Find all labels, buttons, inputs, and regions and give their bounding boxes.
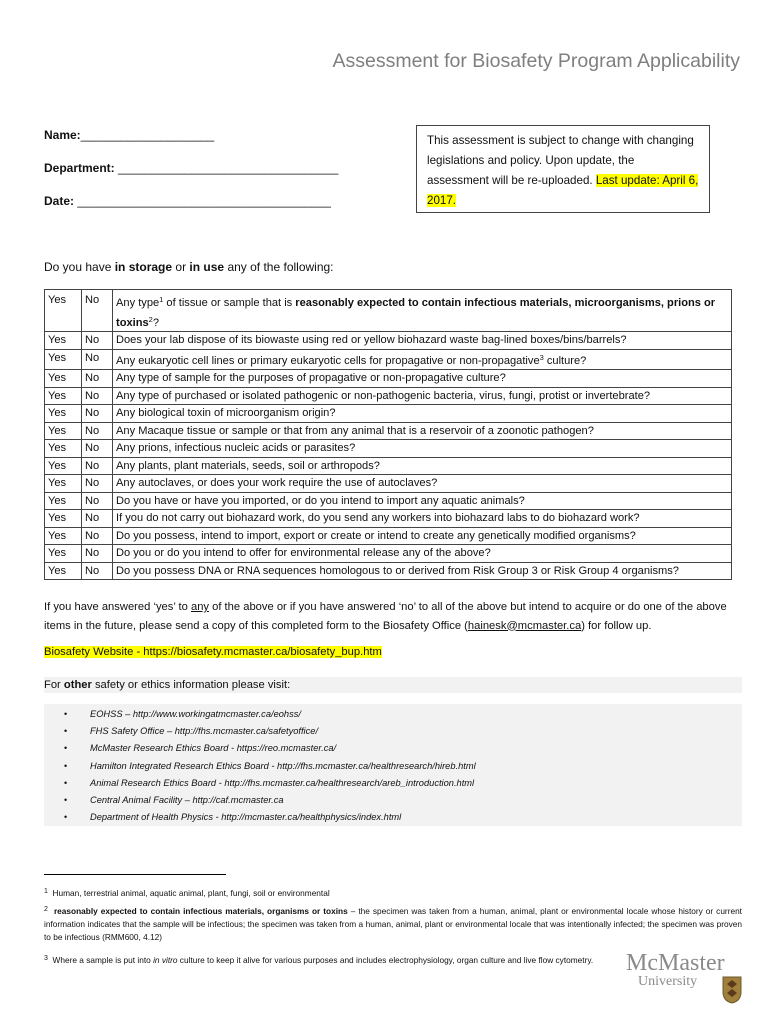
- resource-link-text[interactable]: Department of Health Physics - http://mcmaster.ca/healthphysics/index.html: [90, 812, 402, 823]
- other-post: safety or ethics information please visit:: [91, 679, 291, 691]
- name-line[interactable]: ____________________: [80, 128, 215, 142]
- question-row: [45, 527, 732, 545]
- other-bold: other: [63, 679, 92, 691]
- question-text: [113, 440, 732, 458]
- resource-link-item[interactable]: [44, 792, 476, 809]
- yes-option[interactable]: Yes: [45, 492, 82, 510]
- date-line[interactable]: ______________________________________: [74, 194, 331, 208]
- no-option[interactable]: No: [82, 440, 113, 458]
- yes-option[interactable]: Yes: [45, 562, 82, 580]
- question-pre: Any Macaque tissue or sample or that from any animal that is a reservoir of a zoonotic pathogen?: [116, 424, 594, 437]
- yes-option[interactable]: Yes: [45, 370, 82, 388]
- resource-links-list: [44, 706, 476, 826]
- resource-link-item[interactable]: [44, 809, 476, 826]
- yes-option[interactable]: Yes: [45, 457, 82, 475]
- resource-link-item[interactable]: [44, 740, 476, 757]
- yes-option[interactable]: Yes: [45, 510, 82, 528]
- question-row: [45, 457, 732, 475]
- footnote-2: [44, 903, 742, 945]
- no-option[interactable]: No: [82, 562, 113, 580]
- department-label: Department:: [44, 161, 115, 175]
- department-line[interactable]: _________________________________: [114, 161, 339, 175]
- question-text: [113, 290, 732, 332]
- bullet-icon: •: [64, 812, 68, 823]
- other-pre: For: [44, 679, 64, 691]
- bullet-icon: •: [64, 709, 68, 719]
- footnote-2-text: – the specimen was taken from a human, animal, plant or environmental locale whose history or current information indicates that the sample will be infectious; the specimen was taken from a human, animal, plant or environmental locale that was intentionally infected; the specimen was proven to be infectious (RMM600, 4.12): [44, 906, 742, 943]
- question-text: [113, 527, 732, 545]
- instructions-pre: If you have answered ‘yes’ to: [44, 601, 191, 613]
- question-text: [113, 422, 732, 440]
- question-text: [113, 475, 732, 493]
- question-sup: 3: [539, 352, 544, 362]
- bullet-icon: •: [64, 777, 68, 788]
- other-info-heading: [44, 677, 742, 693]
- question-text: [113, 370, 732, 388]
- instructions-any: any: [190, 601, 210, 613]
- bullet-icon: •: [64, 743, 68, 754]
- yes-option[interactable]: Yes: [45, 475, 82, 493]
- resource-link-text[interactable]: FHS Safety Office – http://fhs.mcmaster.ca/safetyoffice/: [90, 726, 319, 737]
- footnote-2-bold: reasonably expected to contain infectious materials, organisms or toxins: [53, 906, 348, 916]
- yes-option[interactable]: Yes: [45, 405, 82, 423]
- question-row: [45, 440, 732, 458]
- resource-link-text[interactable]: Animal Research Ethics Board - http://fhs.mcmaster.ca/healthresearch/areb_introduction.html: [90, 777, 475, 788]
- question-row: [45, 475, 732, 493]
- footnote-3-number: 3: [44, 955, 48, 962]
- instructions-mid: of the above or if you have answered ‘no’ to all of the above but intend to acquire or do one of the above items in the future, please send a copy of this completed form to the Biosafety Office (: [44, 601, 727, 632]
- resource-link-item[interactable]: [44, 775, 476, 792]
- no-option[interactable]: No: [82, 349, 113, 370]
- question-bold: reasonably expected to contain infectious materials, microorganisms, prions or toxins: [116, 297, 716, 329]
- question-text: [113, 545, 732, 563]
- yes-option[interactable]: Yes: [45, 349, 82, 370]
- question-sup2: 2: [148, 314, 153, 324]
- question-row: [45, 492, 732, 510]
- footnote-3: [44, 952, 684, 967]
- no-option[interactable]: No: [82, 475, 113, 493]
- bullet-icon: •: [64, 760, 68, 771]
- question-pre: Any eukaryotic cell lines or primary eukaryotic cells for propagative or non-propagative: [116, 354, 540, 367]
- question-pre: Any biological toxin of microorganism origin?: [116, 407, 336, 419]
- yes-option[interactable]: Yes: [45, 290, 82, 332]
- question-text: [113, 492, 732, 510]
- resource-link-item[interactable]: [44, 723, 476, 740]
- question-pre: Do you possess, intend to import, export or create or intend to create any genetically modified organisms?: [116, 529, 636, 542]
- question-pre: Do you have or have you imported, or do you intend to import any aquatic animals?: [116, 494, 525, 507]
- no-option[interactable]: No: [82, 332, 113, 350]
- date-label: Date:: [44, 194, 75, 208]
- yes-option[interactable]: Yes: [45, 545, 82, 563]
- intro-storage: in storage: [114, 260, 173, 274]
- question-pre: Any plants, plant materials, seeds, soil or arthropods?: [116, 459, 380, 472]
- biosafety-website-link[interactable]: [44, 646, 382, 658]
- mcmaster-logo: [620, 950, 742, 1006]
- bullet-icon: •: [64, 794, 68, 805]
- question-mid: of tissue or sample that is: [163, 297, 296, 309]
- question-pre: Any type of sample for the purposes of propagative or non-propagative culture?: [116, 372, 506, 384]
- logo-wordmark: McMaster: [626, 950, 725, 976]
- question-text: [113, 332, 732, 350]
- question-row: [45, 387, 732, 405]
- resource-link-text[interactable]: McMaster Research Ethics Board - https://reo.mcmaster.ca/: [90, 743, 337, 754]
- instructions-post: ) for follow up.: [581, 619, 652, 632]
- yes-option[interactable]: Yes: [45, 332, 82, 350]
- yes-option[interactable]: Yes: [45, 440, 82, 458]
- date-field[interactable]: [44, 194, 331, 208]
- question-sup: 1: [159, 295, 164, 304]
- question-post: ?: [152, 316, 160, 329]
- no-option[interactable]: No: [82, 545, 113, 563]
- question-pre: Any autoclaves, or does your work require the use of autoclaves?: [116, 477, 438, 489]
- name-label: Name:: [44, 128, 81, 142]
- no-option[interactable]: No: [82, 422, 113, 440]
- last-update-highlight: Last update: April 6, 2017.: [427, 174, 699, 207]
- questions-table: [44, 289, 732, 580]
- question-text: [113, 562, 732, 580]
- update-notice-box: [416, 125, 710, 213]
- question-pre: If you do not carry out biohazard work, do you send any workers into biohazard labs to do biohazard work?: [116, 512, 640, 524]
- footnote-2-number: 2: [44, 906, 48, 913]
- question-text: [113, 349, 732, 370]
- yes-option[interactable]: Yes: [45, 422, 82, 440]
- question-text: [113, 405, 732, 423]
- question-pre: Any type: [116, 297, 160, 309]
- no-option[interactable]: No: [82, 457, 113, 475]
- resource-link-item[interactable]: [44, 758, 476, 775]
- question-row: [45, 349, 732, 370]
- question-pre: Any prions, infectious nucleic acids or parasites?: [116, 442, 356, 454]
- intro-pre: Do you have: [44, 260, 115, 274]
- resource-link-text[interactable]: Central Animal Facility – http://caf.mcmaster.ca: [90, 794, 284, 805]
- no-option[interactable]: No: [82, 370, 113, 388]
- question-pre: Do you or do you intend to offer for environmental release any of the above?: [116, 547, 491, 559]
- question-pre: Do you possess DNA or RNA sequences homologous to or derived from Risk Group 3 or Risk Group 4 organisms?: [116, 564, 679, 577]
- footnote-3-pre: Where a sample is put into: [52, 955, 154, 965]
- department-field[interactable]: [44, 161, 338, 175]
- resource-link-text[interactable]: EOHSS – http://www.workingatmcmaster.ca/eohss/: [90, 709, 301, 719]
- notice-text: This assessment is subject to change with changing legislations and policy. Upon update, the assessment will be re-uploaded.: [427, 134, 694, 187]
- crest-icon: [722, 976, 742, 1004]
- no-option[interactable]: No: [82, 290, 113, 332]
- intro-post: any of the following:: [224, 260, 334, 274]
- question-mid: culture?: [543, 354, 587, 367]
- email-link[interactable]: hainesk@mcmaster.ca: [467, 619, 582, 632]
- footnote-3-post: culture to keep it alive for various purposes and includes electrophysiology, organ culture and live flow cytometry.: [177, 955, 594, 965]
- footnote-1: [44, 885, 742, 900]
- question-text: [113, 387, 732, 405]
- name-field[interactable]: [44, 128, 214, 142]
- footnote-1-text: Human, terrestrial animal, aquatic animal, plant, fungi, soil or environmental: [52, 888, 330, 898]
- page-title: Assessment for Biosafety Program Applicability: [332, 50, 740, 72]
- footnote-divider: [44, 874, 226, 875]
- website-text[interactable]: Biosafety Website - https://biosafety.mcmaster.ca/biosafety_bup.htm: [44, 646, 382, 658]
- no-option[interactable]: No: [82, 405, 113, 423]
- question-row: [45, 290, 732, 332]
- question-text: [113, 510, 732, 528]
- resource-link-text[interactable]: Hamilton Integrated Research Ethics Board - http://fhs.mcmaster.ca/healthresearch/hireb.html: [90, 760, 476, 771]
- bullet-icon: •: [64, 726, 68, 737]
- question-row: [45, 510, 732, 528]
- question-row: [45, 422, 732, 440]
- footnote-3-italic: in vitro: [153, 955, 178, 965]
- intro-use: in use: [189, 260, 225, 274]
- intro-or: or: [172, 260, 190, 274]
- logo-subtitle: University: [638, 974, 698, 989]
- no-option[interactable]: No: [82, 510, 113, 528]
- question-pre: Any type of purchased or isolated pathogenic or non-pathogenic bacteria, virus, fungi, protist or invertebrate?: [116, 389, 651, 402]
- no-option[interactable]: No: [82, 387, 113, 405]
- question-row: [45, 370, 732, 388]
- question-row: [45, 332, 732, 350]
- resource-link-item[interactable]: [44, 706, 476, 723]
- question-row: [45, 405, 732, 423]
- question-row: [45, 562, 732, 580]
- footnote-1-number: 1: [44, 888, 48, 895]
- yes-option[interactable]: Yes: [45, 387, 82, 405]
- question-text: [113, 457, 732, 475]
- question-row: [45, 545, 732, 563]
- no-option[interactable]: No: [82, 527, 113, 545]
- question-intro: [44, 260, 334, 274]
- instructions-paragraph: [44, 598, 734, 635]
- no-option[interactable]: No: [82, 492, 113, 510]
- yes-option[interactable]: Yes: [45, 527, 82, 545]
- question-pre: Does your lab dispose of its biowaste using red or yellow biohazard waste bag-lined boxes/bins/barrels?: [116, 334, 627, 346]
